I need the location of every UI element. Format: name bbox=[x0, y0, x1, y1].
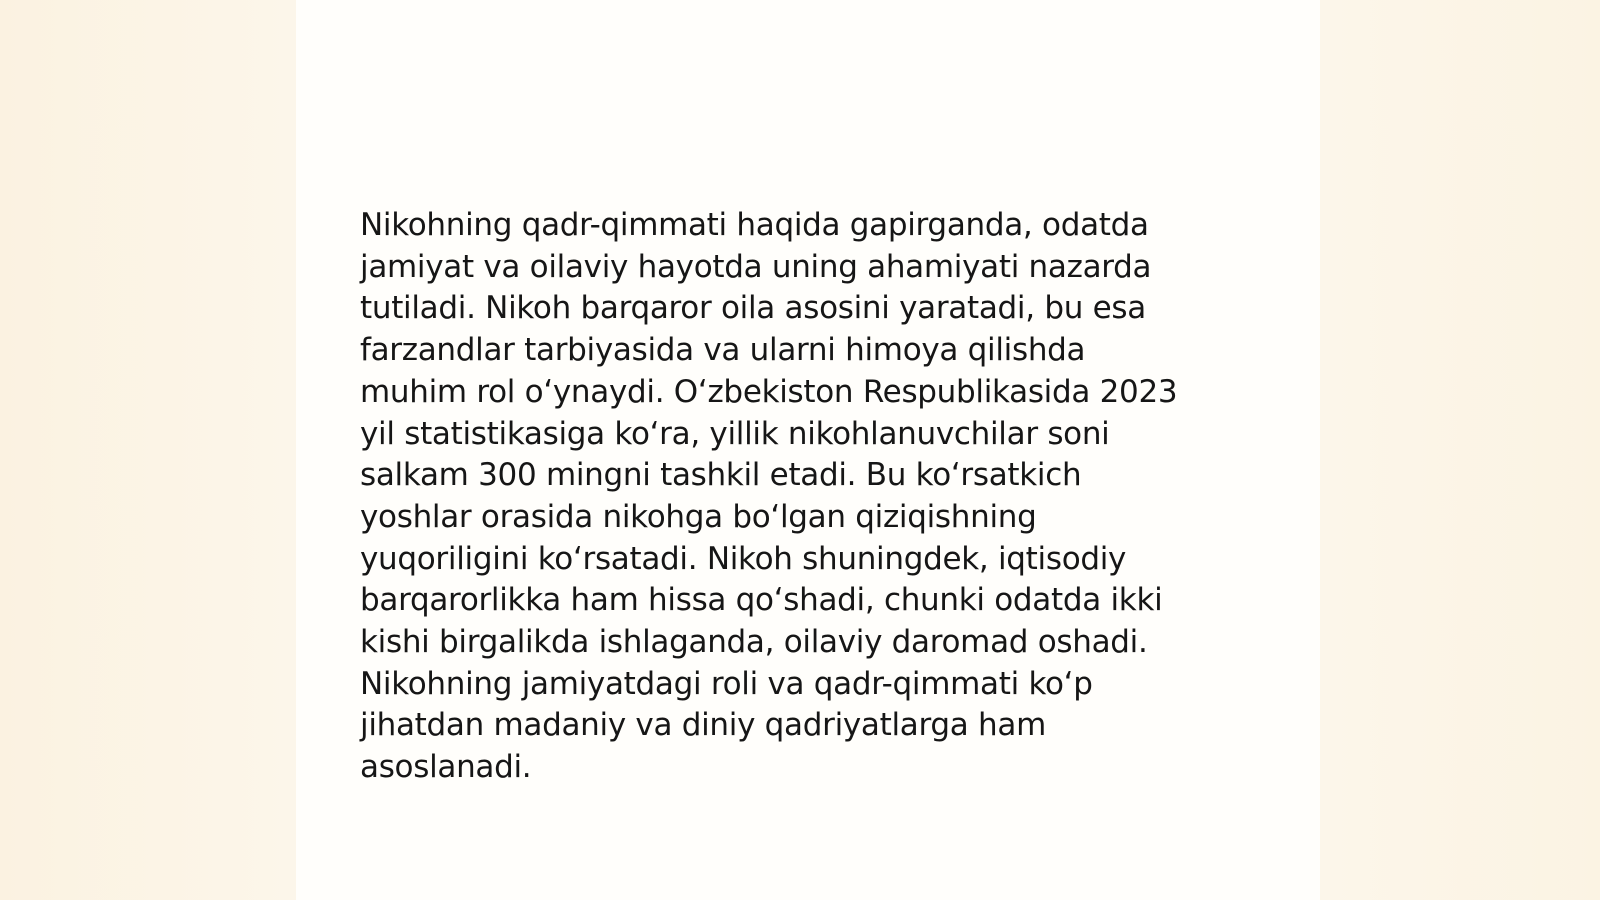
slide-page bbox=[296, 0, 1320, 900]
body-paragraph: Nikohning qadr-qimmati haqida gapirganda, odatda jamiyat va oilaviy hayotda uning ahamiyati nazarda tutiladi. Nikoh barqaror oila asosini yaratadi, bu esa farzandlar tarbiyasida va ularni himoya qilishda muhim rol o‘ynaydi. O‘zbekiston Respublikasida 2023 yil statistikasiga ko‘ra, yillik nikohlanuvchilar soni salkam 300 mingni tashkil etadi. Bu ko‘rsatkich yoshlar orasida nikohga bo‘lgan qiziqishning yuqoriligini ko‘rsatadi. Nikoh shuningdek, iqtisodiy barqarorlikka ham hissa qo‘shadi, chunki odatda ikki kishi birgalikda ishlaganda, oilaviy daromad oshadi. Nikohning jamiyatdagi roli va qadr-qimmati ko‘p jihatdan madaniy va diniy qadriyatlarga ham asoslanadi. bbox=[360, 207, 1178, 786]
background-left-panel bbox=[0, 0, 296, 900]
background-right-panel bbox=[1320, 0, 1600, 900]
